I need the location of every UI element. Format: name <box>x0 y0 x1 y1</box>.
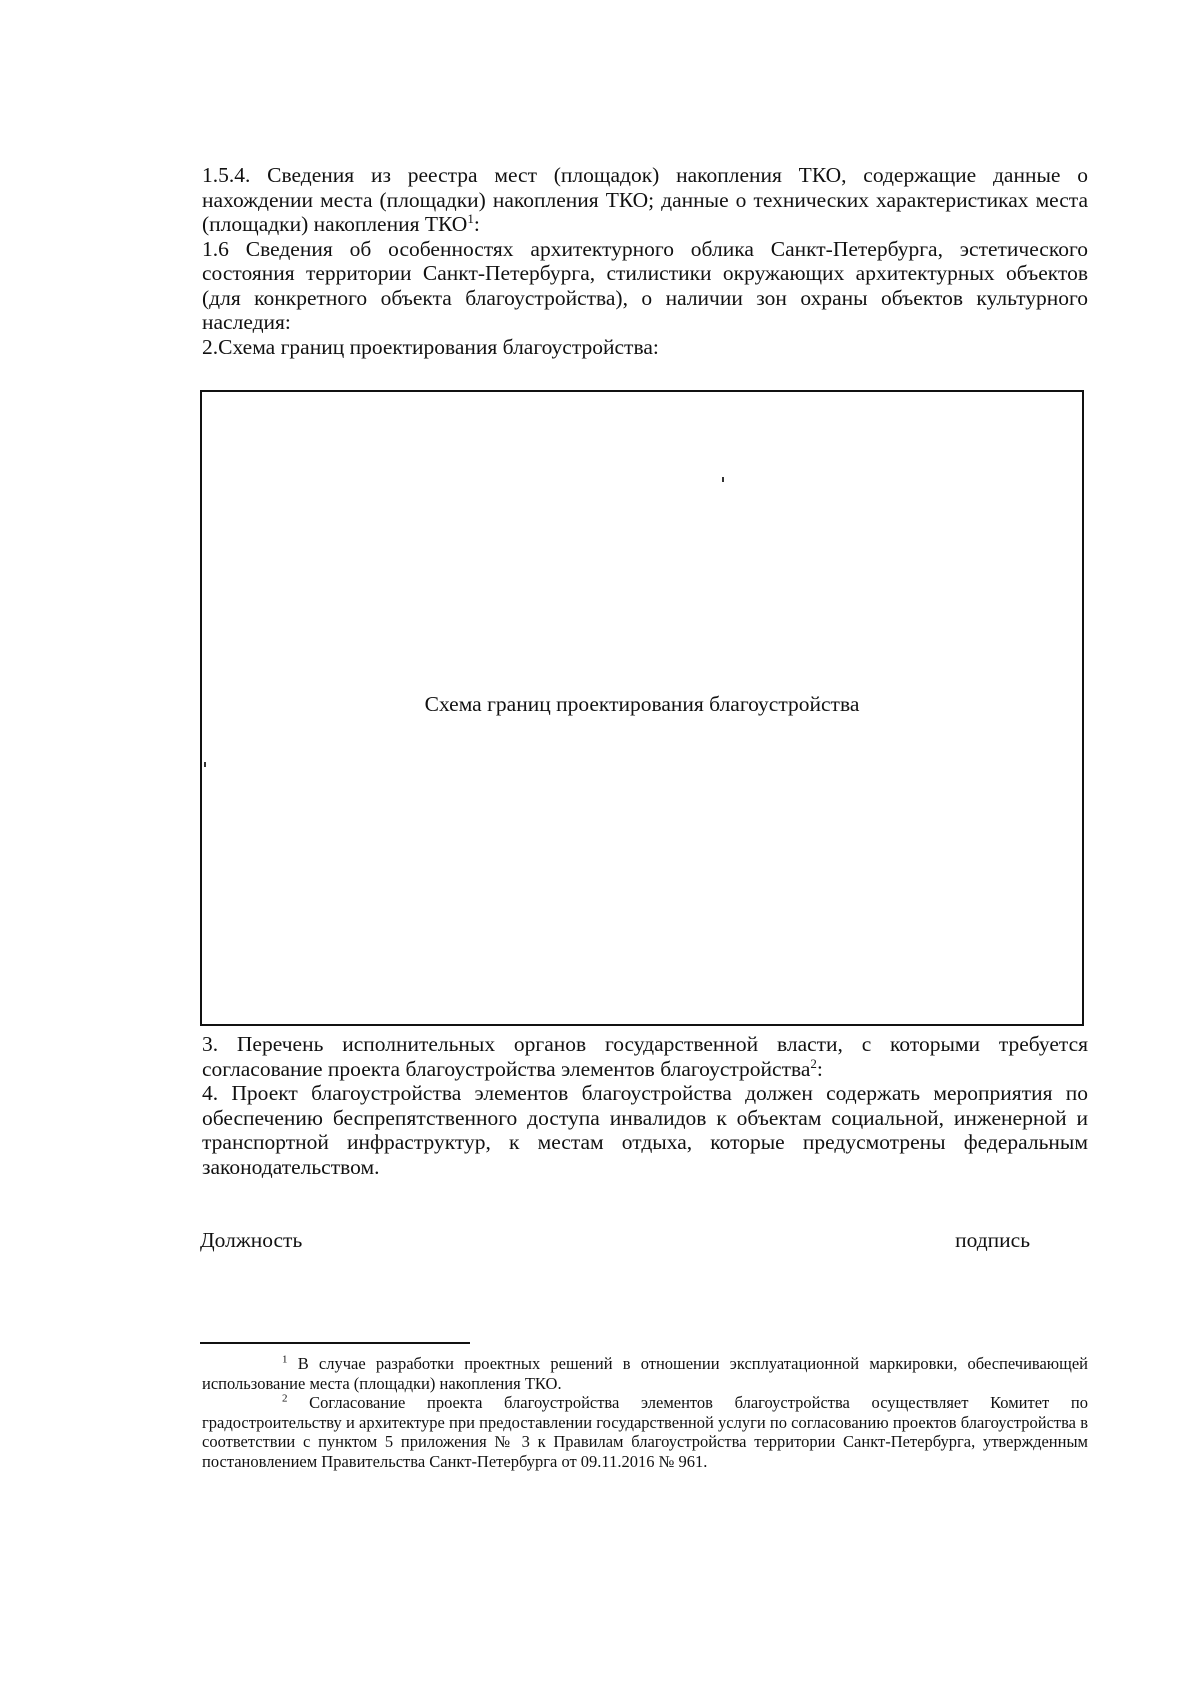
paragraph-3-tail: : <box>816 1056 823 1081</box>
signature-label: подпись <box>955 1228 1030 1252</box>
footnote-ref-1[interactable]: 1 <box>467 210 474 226</box>
footnote-2 <box>202 1393 1088 1471</box>
footnote-separator <box>200 1342 470 1344</box>
paragraph-2: 2.Схема границ проектирования благоустройства: <box>202 334 659 359</box>
paragraph-1-5-4-tail: : <box>473 212 480 236</box>
paragraph-3 <box>202 1032 1088 1081</box>
section-3-4-text <box>202 1032 1088 1179</box>
footnote-2-text: Согласование проекта благоустройства элементов благоустройства осуществляет Комитет по градостроительству и архитектуре при предоставлении государственной услуги по согласованию проектов благоустройства в соответствии с пунктом 5 приложения № 3 к Правилам благоустройства территории Санкт-Петербурга, утвержденным постановлением Правительства Санкт-Петербурга от 09.11.2016 № 961. <box>202 1393 1088 1471</box>
footnote-1-mark: 1 <box>282 1353 288 1366</box>
footnote-ref-2[interactable]: 2 <box>810 1055 817 1071</box>
paragraph-4: 4. Проект благоустройства элементов благоустройства должен содержать мероприятия по обеспечению беспрепятственного доступа инвалидов к объектам социальной, инженерной и транспортной инфраструктур, к местам отдыха, которые предусмотрены федеральным законодательством. <box>202 1081 1088 1179</box>
scheme-frame <box>200 390 1084 1026</box>
footnote-2-mark: 2 <box>282 1392 288 1405</box>
section-1-text <box>202 163 1088 359</box>
footnotes <box>202 1354 1088 1471</box>
position-label: Должность <box>200 1228 303 1252</box>
paragraph-1-6: 1.6 Сведения об особенностях архитектурного облика Санкт-Петербурга, эстетического состояния территории Санкт-Петербурга, стилистики окружающих архитектурных объектов (для конкретного объекта благоустройства), о наличии зон охраны объектов культурного наследия: <box>202 236 1088 334</box>
paragraph-1-5-4 <box>202 163 1088 237</box>
scheme-label: Схема границ проектирования благоустройства <box>424 692 860 716</box>
paragraph-1-5-4-text: 1.5.4. Сведения из реестра мест (площадок) накопления ТКО, содержащие данные о нахождении места (площадки) накопления ТКО; данные о технических характеристиках места (площадки) накопления ТКО <box>202 163 1088 236</box>
scan-speck <box>204 762 206 767</box>
footnote-1 <box>202 1354 1088 1393</box>
paragraph-3-text: 3. Перечень исполнительных органов государственной власти, с которыми требуется согласование проекта благоустройства элементов благоустройства <box>202 1032 1088 1081</box>
scan-speck <box>722 477 724 482</box>
footnote-1-text: В случае разработки проектных решений в отношении эксплуатационной маркировки, обеспечивающей использование места (площадки) накопления ТКО. <box>202 1354 1088 1393</box>
